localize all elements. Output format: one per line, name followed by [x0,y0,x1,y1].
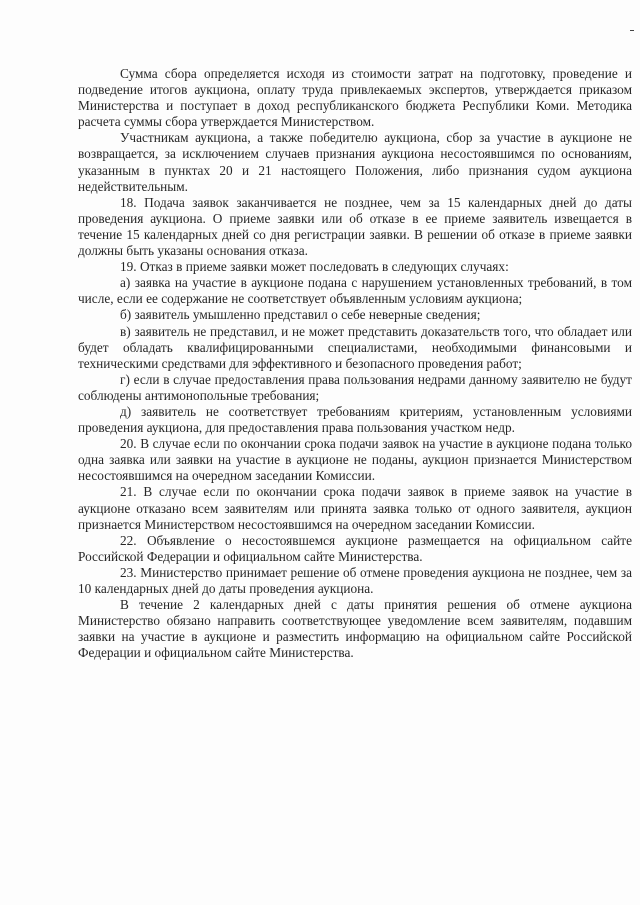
paragraph-19-a: а) заявка на участие в аукционе подана с нарушением установленных требований, в том числе, если ее содержание не соответствует объявленным условиям аукциона; [78,275,632,307]
paragraph-20: 20. В случае если по окончании срока подачи заявок на участие в аукционе подана только одна заявка или заявки на участие в аукционе не поданы, аукцион признается Министерством несостоявшимся на очередном заседании Комиссии. [78,436,632,484]
paragraph-19-b: б) заявитель умышленно представил о себе неверные сведения; [120,307,481,323]
scan-mark [630,30,634,31]
paragraph-cancellation-notice: В течение 2 календарных дней с даты принятия решения об отмене аукциона Министерство обязано направить соответствующее уведомление всем заявителям, подавшим заявки на участие в аукционе и разместить информацию на официальном сайте Российской Федерации и официальном сайте Министерства. [78,597,632,661]
paragraph-19-d: д) заявитель не соответствует требованиям критериям, установленным условиями проведения аукциона, для предоставления права пользования участком недр. [78,403,632,436]
paragraph-19-g: г) если в случае предоставления права пользования недрами данному заявителю не будут соблюдены антимонопольные требования; [78,371,632,403]
paragraph-19: 19. Отказ в приеме заявки может последовать в следующих случаях: [120,259,509,275]
paragraph-21: 21. В случае если по окончании срока подачи заявок в приеме заявок на участие в аукционе отказано всем заявителям или принята заявка только от одного заявителя, аукцион признается Министерством несостоявшимся на очередном заседании Комиссии. [78,484,632,532]
paragraph-22: 22. Объявление о несостоявшемся аукционе размещается на официальном сайте Российской Федерации и официальном сайте Министерства. [78,532,632,564]
paragraph-23: 23. Министерство принимает решение об отмене проведения аукциона не позднее, чем за 10 календарных дней до даты проведения аукциона. [78,564,632,596]
paragraph-fee-refund: Участникам аукциона, а также победителю аукциона, сбор за участие в аукционе не возвращается, за исключением случаев признания аукциона несостоявшимся по основаниям, указанным в пунктах 20 и 21 настоящего Положения, либо признания судом аукциона недействительным. [78,130,632,194]
document-body [78,66,632,661]
paragraph-18: 18. Подача заявок заканчивается не позднее, чем за 15 календарных дней до даты проведения аукциона. О приеме заявки или об отказе в ее приеме заявитель извещается в течение 15 календарных дней со дня регистрации заявки. В решении об отказе в приеме заявки должны быть указаны основания отказа. [78,194,632,259]
paragraph-fee-amount: Сумма сбора определяется исходя из стоимости затрат на подготовку, проведение и подведение итогов аукциона, оплату труда привлекаемых экспертов, утверждается приказом Министерства и поступает в доход республиканского бюджета Республики Коми. Методика расчета суммы сбора утверждается Министерством. [78,66,632,130]
paragraph-19-v: в) заявитель не представил, и не может представить доказательств того, что обладает или будет обладать квалифицированными специалистами, необходимыми финансовыми и техническими средствами для эффективного и безопасного проведения работ; [78,323,632,371]
